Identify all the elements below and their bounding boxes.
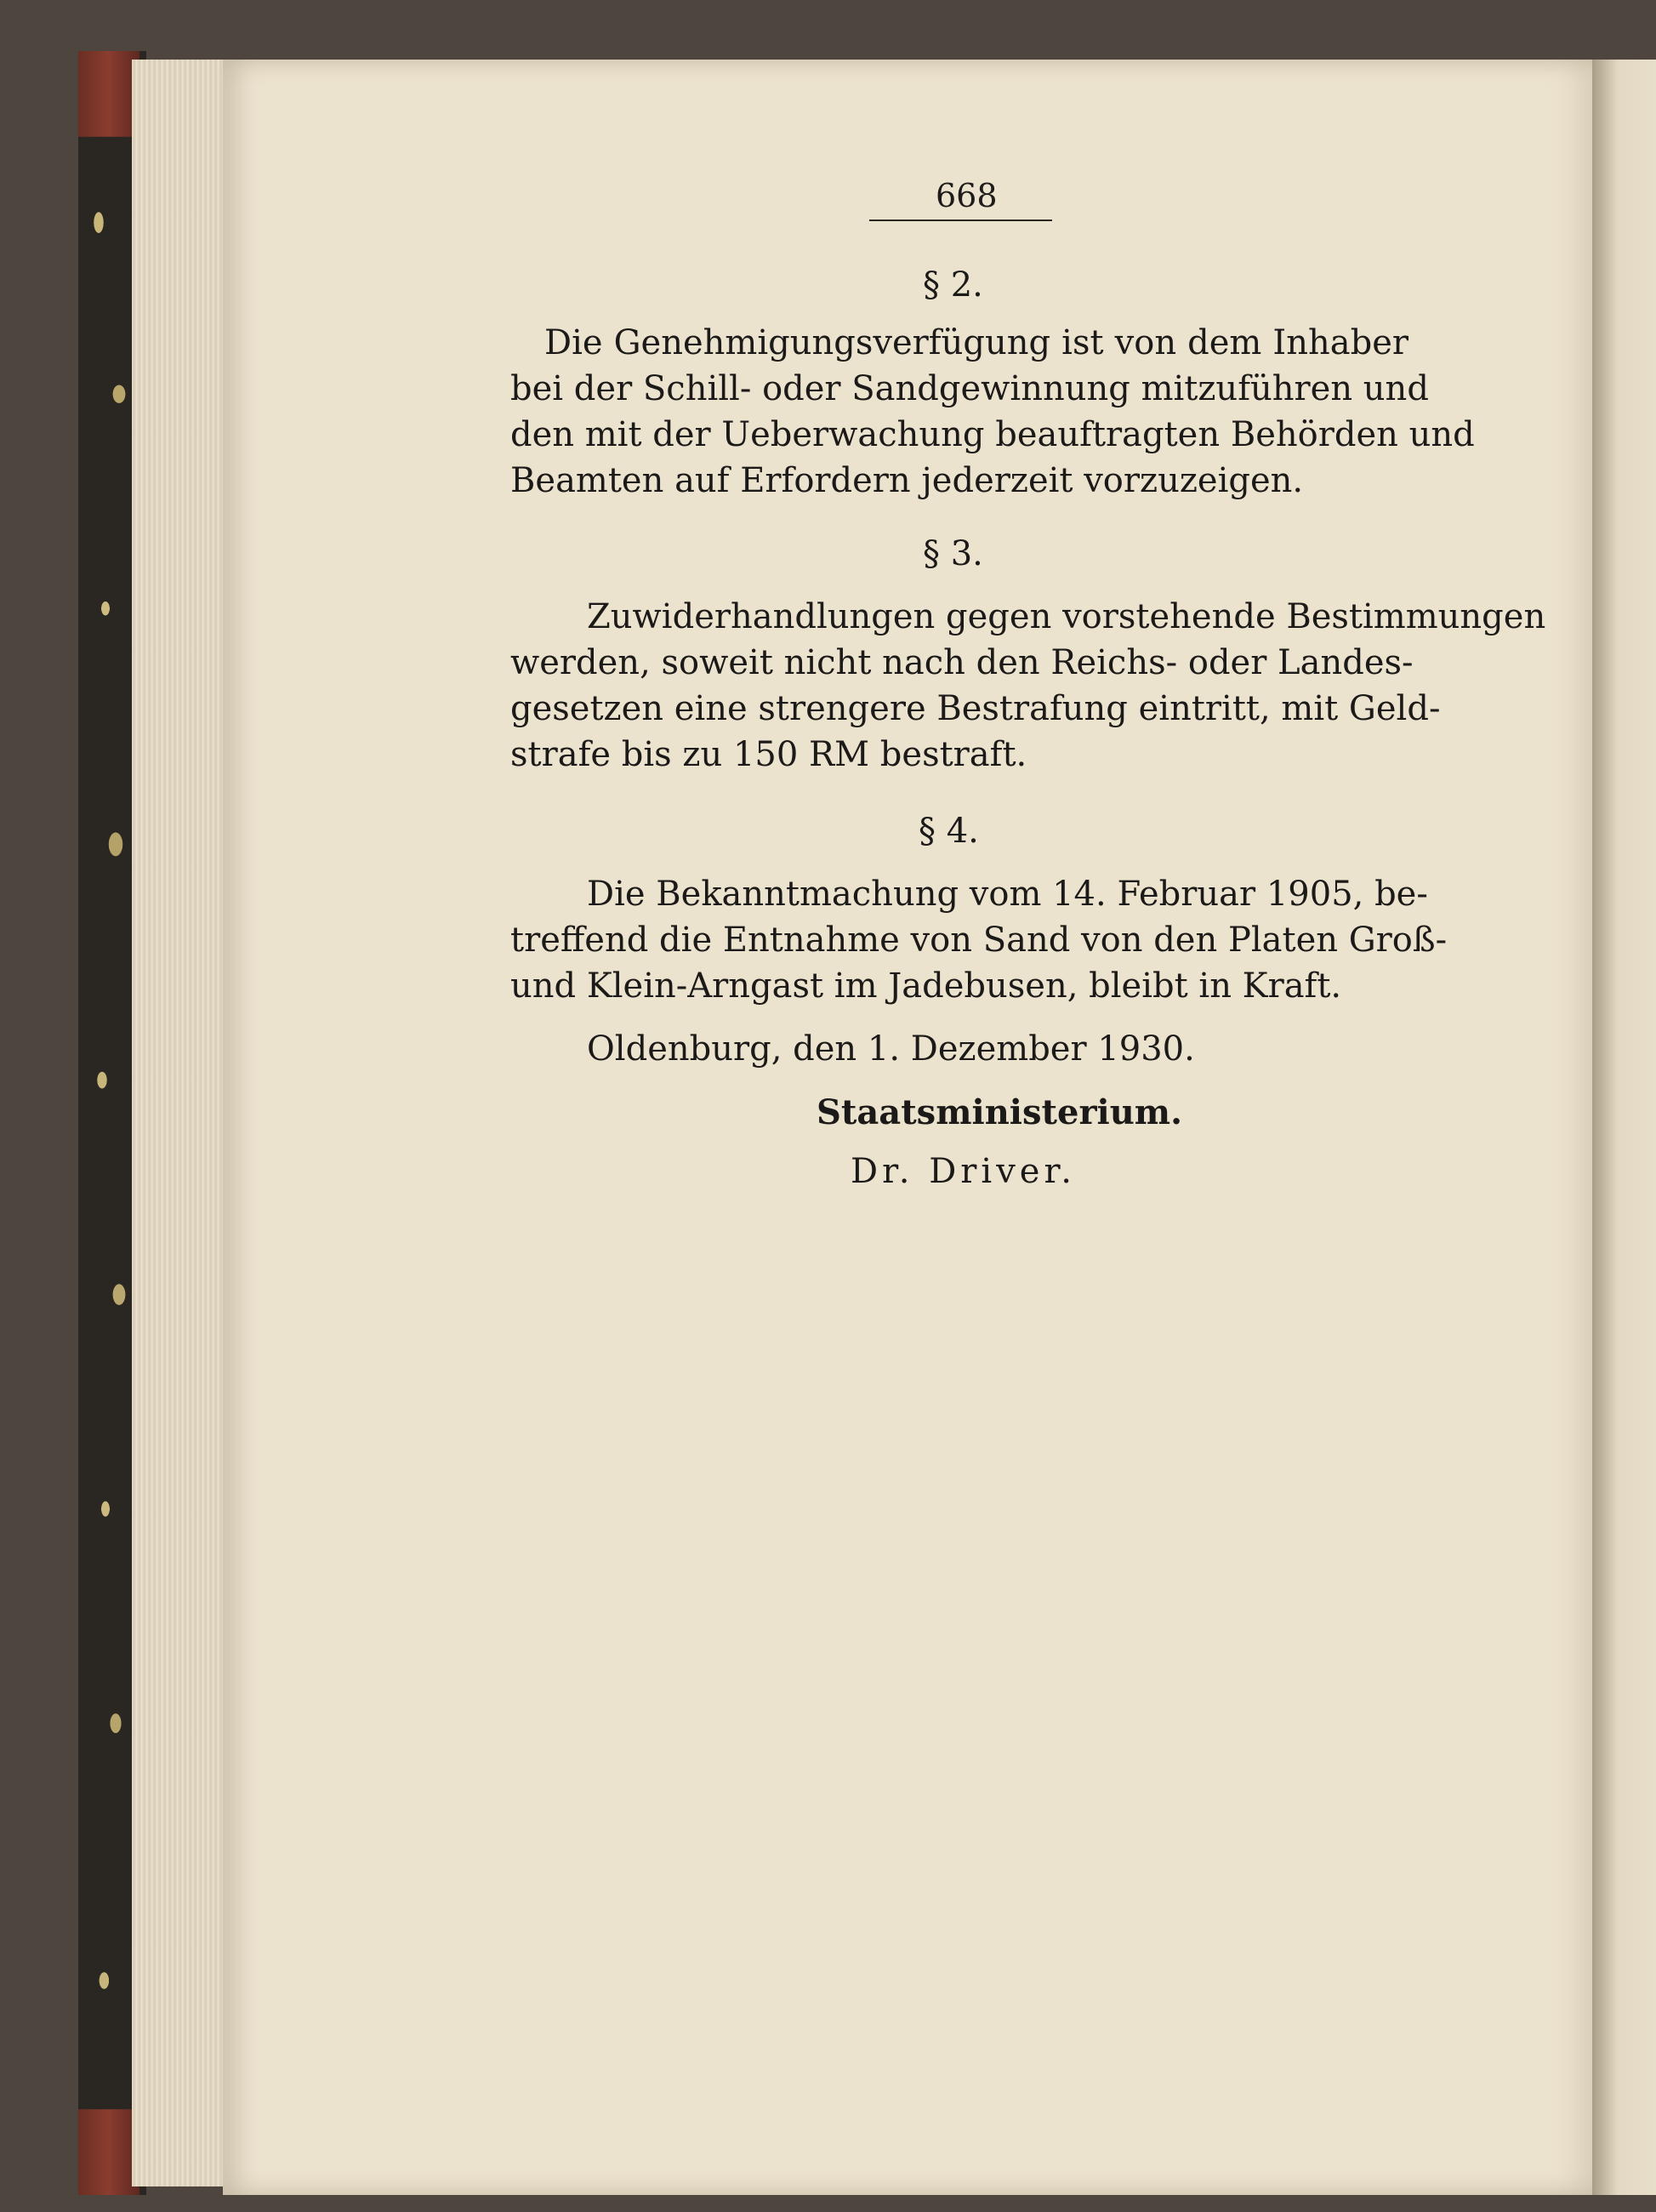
page-number: 668 (936, 177, 998, 214)
page-edges (132, 60, 225, 2186)
section-heading-4: § 4. (919, 812, 979, 851)
section-heading-3: § 3. (923, 534, 983, 573)
text-line: bei der Schill- oder Sandgewinnung mitzuführen und (510, 369, 1429, 408)
text-line: treffend die Entnahme von Sand von den Platen Groß- (510, 921, 1448, 960)
facing-page-edge (1592, 60, 1656, 2195)
text-line: Die Genehmigungsverfügung ist von dem Inhaber (544, 323, 1408, 362)
text-line: gesetzen eine strengere Bestrafung eintritt, mit Geld- (510, 689, 1441, 728)
text-line: strafe bis zu 150 RM bestraft. (510, 735, 1027, 774)
text-line: Die Bekanntmachung vom 14. Februar 1905, be- (587, 875, 1428, 914)
signatory: Dr. Driver. (851, 1152, 1076, 1191)
place-date: Oldenburg, den 1. Dezember 1930. (587, 1029, 1195, 1069)
header-rule (869, 219, 1052, 221)
text-line: den mit der Ueberwachung beauftragten Behörden und (510, 415, 1475, 454)
issuing-authority: Staatsministerium. (817, 1092, 1183, 1132)
text-line: und Klein-Arngast im Jadebusen, bleibt in Kraft. (510, 966, 1342, 1006)
text-line: Beamten auf Erfordern jederzeit vorzuzeigen. (510, 461, 1304, 500)
text-line: werden, soweit nicht nach den Reichs- oder Landes- (510, 643, 1414, 682)
text-line: Zuwiderhandlungen gegen vorstehende Bestimmungen (587, 597, 1546, 636)
section-heading-2: § 2. (923, 265, 983, 305)
